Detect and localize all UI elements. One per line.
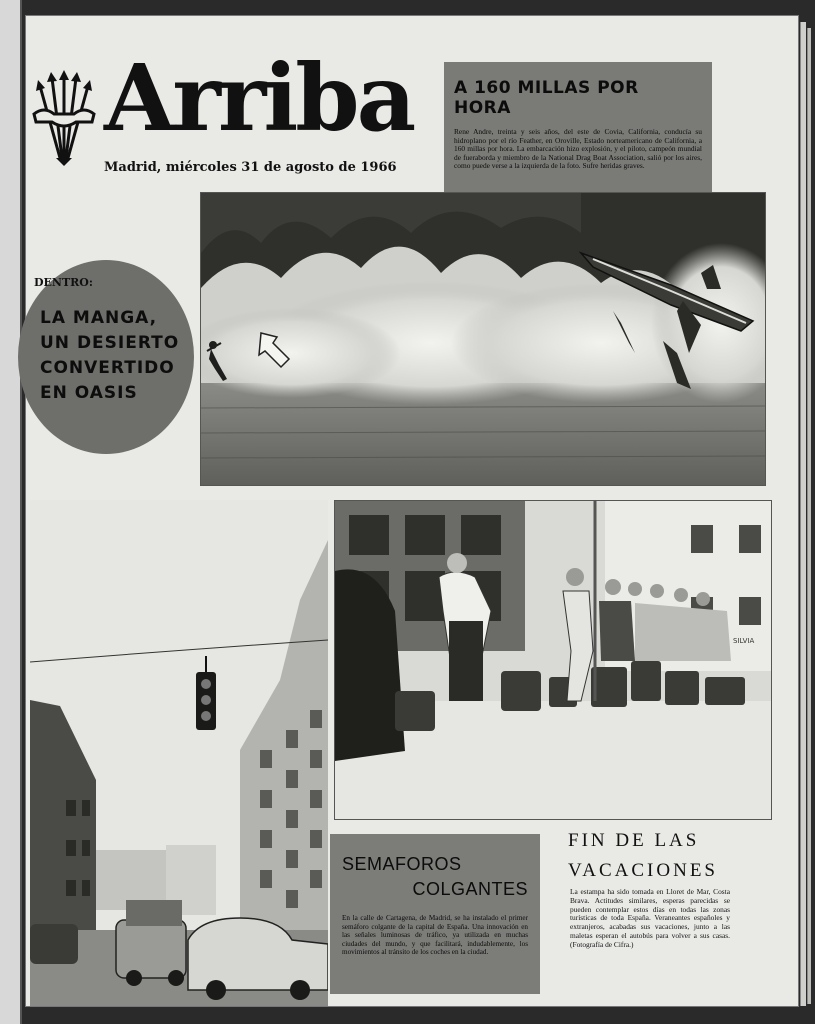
hydroplane-explosion-photo [200,192,766,486]
hanging-traffic-light-photo [30,500,328,1006]
holidays-title-line: FIN DE LAS [568,830,700,851]
inside-label: DENTRO: [34,276,93,289]
inside-teaser-text [40,306,200,406]
traffic-lights-story-box [330,834,540,994]
inside-teaser-line: LA MANGA, [40,308,158,328]
inside-teaser-line: EN OASIS [40,383,138,403]
holidays-title-line: VACACIONES [568,860,719,881]
page-edge [800,22,806,1006]
traffic-lights-title: SEMAFOROS [342,854,462,874]
headline-story-box [444,62,712,196]
dateline: Madrid, miércoles 31 de agosto de 1966 [104,160,397,175]
holidays-caption: La estampa ha sido tomada en Lloret de Mar, Costa Brava. Actitudes similares, esperas parecidas se pueden contemplar estos días en todas las zonas turísticas de toda España. Veraneantes españoles y extranjeros, acabadas sus vacaciones, junto a las maletas esperan el autobús para volver a sus casas. (Fotografía de Cifra.) [570,887,730,949]
inside-teaser-line: UN DESIERTO [40,333,180,353]
headline-title: A 160 MILLAS POR HORA [454,78,639,118]
traffic-lights-title: COLGANTES [412,879,528,899]
book-binding [0,0,22,1024]
traffic-lights-body: En la calle de Cartagena, de Madrid, se ha instalado el primer semáforo colgante de la capital de España. Una innovación en las señales luminosas de tráfico, ya utilizada en muchas ciudades del mundo, y que facilitará, indudablemente, los movimientos al tránsito de los coches en la ciudad. [342,914,528,957]
headline-body: Rene Andre, treinta y seis años, del este de Covia, California, conducía su hidroplano por el río Feather, en Oroville, Estado norteamericano de California, a 160 millas por hora. La embarcación hizo explosión, y el piloto, campeón mundial de fueraborda y miembro de la National Drag Boat Association, salió por los aires, como puede verse a la izquierda de la foto. Sufre heridas graves. [454,127,702,171]
shop-sign: SILVIA [733,637,755,645]
inside-teaser-line: CONVERTIDO [40,358,175,378]
holidays-title [568,826,768,886]
end-of-holidays-photo [334,500,772,820]
yoke-and-arrows-icon [32,70,96,166]
newspaper-title: Arriba [104,44,414,152]
page-edge [807,28,811,1004]
